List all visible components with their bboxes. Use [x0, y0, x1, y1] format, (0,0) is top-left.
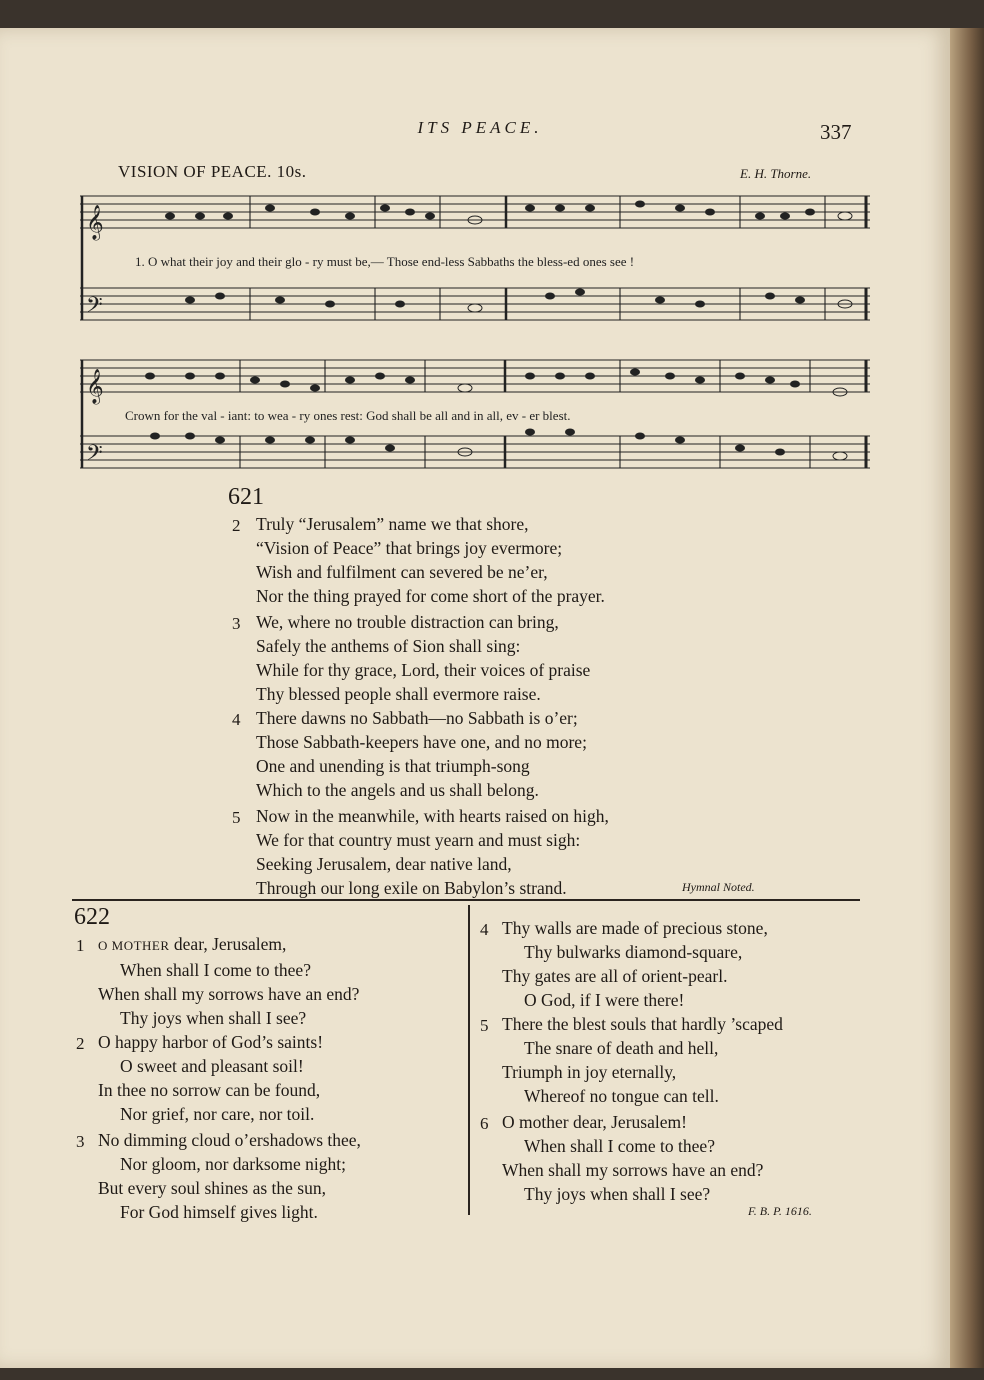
composer: E. H. Thorne. [740, 166, 812, 181]
hymn-621-number: 621 [228, 484, 264, 510]
verse-line: When shall I come to thee? [524, 1136, 715, 1156]
verse-line: “Vision of Peace” that brings joy evermore; [256, 538, 563, 558]
verse-line: Thy gates are all of orient-pearl. [502, 966, 728, 986]
verse-line: No dimming cloud o’ershadows thee, [98, 1130, 361, 1150]
verse-line: O God, if I were there! [524, 990, 685, 1010]
verse-number: 5 [480, 1016, 489, 1035]
verse-line: Nor gloom, nor darksome night; [120, 1154, 347, 1174]
verse-line: O happy harbor of God’s saints! [98, 1032, 324, 1052]
verse-line: There dawns no Sabbath—no Sabbath is o’er; [256, 708, 578, 728]
svg-text:𝄞: 𝄞 [86, 205, 104, 240]
verse-line: Which to the angels and us shall belong. [256, 780, 539, 800]
verse-line: Triumph in joy eternally, [502, 1062, 677, 1082]
verse-line: Thy joys when shall I see? [120, 1008, 307, 1028]
verse-line: We, where no trouble distraction can bring, [256, 612, 559, 632]
verse-line: Thy walls are made of precious stone, [502, 918, 768, 938]
verse-number: 6 [480, 1114, 489, 1133]
verse-line: While for thy grace, Lord, their voices of praise [256, 660, 591, 680]
tune-name: VISION OF PEACE. 10s. [118, 162, 307, 181]
running-head: ITS PEACE. [417, 118, 543, 137]
verse-line: Seeking Jerusalem, dear native land, [256, 854, 512, 874]
smallcaps-opening: O MOTHER [98, 938, 170, 953]
verse-line: Thy joys when shall I see? [524, 1184, 711, 1204]
music-score-system-1 [80, 188, 880, 338]
verse-line: We for that country must yearn and must sigh: [256, 830, 581, 850]
verse-line: Nor the thing prayed for come short of the prayer. [256, 586, 605, 606]
hymn-622-number: 622 [74, 904, 110, 930]
verse-number: 4 [480, 920, 489, 939]
verse-line: But every soul shines as the sun, [98, 1178, 326, 1198]
lyric-line-2: Crown for the val - iant: to wea - ry ones rest: God shall be all and in all, ev - er blest. [125, 408, 571, 423]
svg-text:𝄢: 𝄢 [86, 441, 103, 471]
verse-line: Those Sabbath-keepers have one, and no more; [256, 732, 587, 752]
svg-text:𝄞: 𝄞 [86, 369, 104, 404]
verse-line: dear, Jerusalem, [169, 934, 287, 954]
verse-line: For God himself gives light. [120, 1202, 318, 1222]
hymn-621-attribution: Hymnal Noted. [682, 880, 755, 894]
hymn-622-attribution: F. B. P. 1616. [748, 1204, 812, 1218]
book-spine [950, 28, 984, 1368]
verse-line: Wish and fulfilment can severed be ne’er, [256, 562, 548, 582]
verse-line: There the blest souls that hardly ’scaped [502, 1014, 783, 1034]
verse-number: 2 [232, 516, 241, 535]
verse-number: 2 [76, 1034, 85, 1053]
verse-number: 5 [232, 808, 241, 827]
lyric-line-1: 1. O what their joy and their glo - ry must be,— Those end-less Sabbaths the bless-ed ones see ! [135, 254, 635, 269]
verse-line: O sweet and pleasant soil! [120, 1056, 304, 1076]
verse-number: 1 [76, 936, 85, 955]
verse-line: One and unending is that triumph-song [256, 756, 530, 776]
verse-number: 4 [232, 710, 241, 729]
svg-text:𝄢: 𝄢 [86, 293, 103, 323]
verse-line: When shall my sorrows have an end? [98, 984, 360, 1004]
column-divider [468, 905, 470, 1215]
music-score-system-2 [80, 352, 880, 477]
verse-line: When shall my sorrows have an end? [502, 1160, 764, 1180]
verse-line: In thee no sorrow can be found, [98, 1080, 321, 1100]
verse-line: Now in the meanwhile, with hearts raised on high, [256, 806, 609, 826]
verse-line: Nor grief, nor care, nor toil. [120, 1104, 315, 1124]
verse-line: The snare of death and hell, [524, 1038, 719, 1058]
verse-line: Truly “Jerusalem” name we that shore, [256, 514, 529, 534]
verse-line: Thy bulwarks diamond-square, [524, 942, 743, 962]
verse-line: Safely the anthems of Sion shall sing: [256, 636, 521, 656]
verse-line: Through our long exile on Babylon’s strand. [256, 878, 567, 898]
verse-line: O mother dear, Jerusalem! [502, 1112, 687, 1132]
section-divider [72, 899, 860, 901]
verse-line: When shall I come to thee? [120, 960, 311, 980]
verse-line: Whereof no tongue can tell. [524, 1086, 719, 1106]
page-number: 337 [820, 120, 852, 144]
verse-number: 3 [76, 1132, 85, 1151]
verse-line: Thy blessed people shall evermore raise. [256, 684, 541, 704]
verse-number: 3 [232, 614, 241, 633]
